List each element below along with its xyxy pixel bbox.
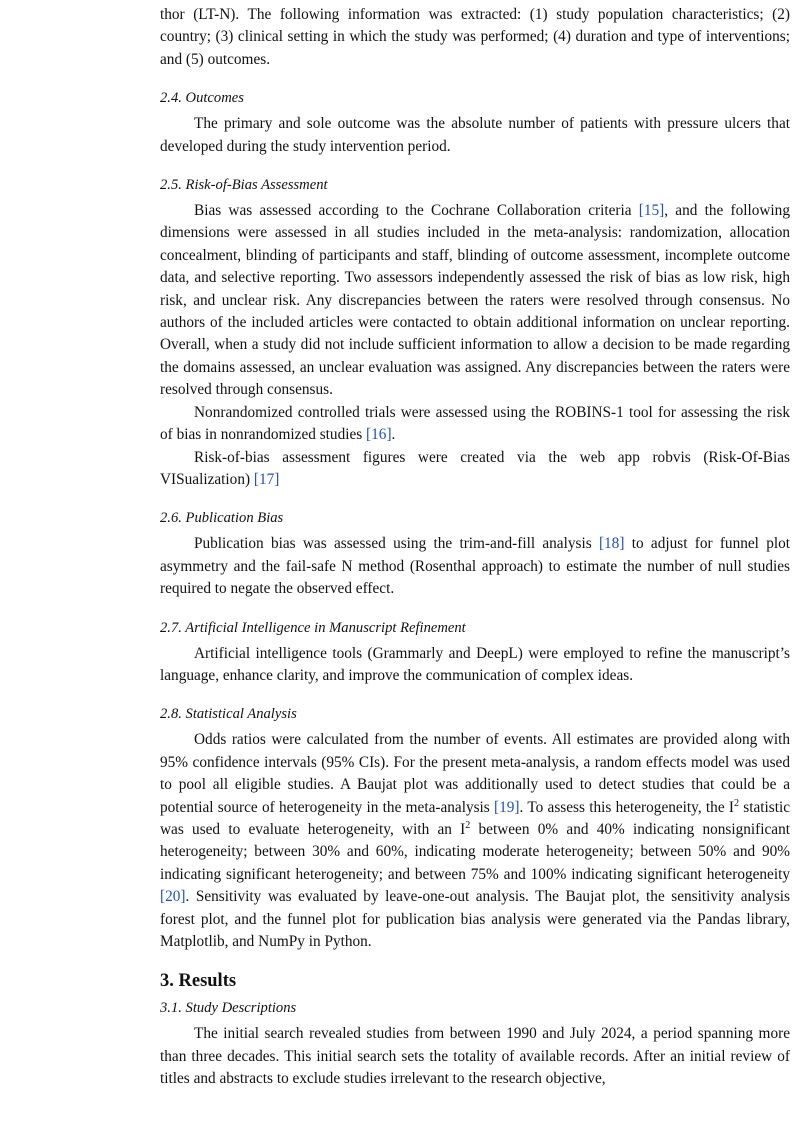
- text-run: , and the following dimensions were assessed in all studies included in the meta-analysis: randomization, allocation concealment, blinding of participants and staff, blinding of outcome assessment, incomplete outcome data, and selective reporting. Two assessors independently assessed the risk of bias as low risk, high risk, and unclear risk. Any discrepancies between the raters were resolved through consensus. No authors of the included articles were contacted to obtain additional information on unclear reporting. Overall, when a study did not include sufficient information to allow a decision to be made regarding the domains assessed, an unclear evaluation was assigned. Any discrepancies between the raters were resolved through consensus.: [160, 202, 790, 399]
- ai-refinement-paragraph: Artificial intelligence tools (Grammarly and DeepL) were employed to refine the manuscript’s language, enhance clarity, and improve the communication of complex ideas.: [160, 644, 790, 684]
- citation-link[interactable]: [19]: [494, 798, 520, 816]
- section-heading-risk-of-bias: 2.5. Risk-of-Bias Assessment: [160, 177, 328, 194]
- outcomes-paragraph: The primary and sole outcome was the absolute number of patients with pressure ulcers that developed during the study intervention period.: [160, 115, 790, 155]
- superscript: 2: [733, 797, 739, 809]
- section-heading-ai-refinement: 2.7. Artificial Intelligence in Manuscript Refinement: [160, 619, 466, 636]
- citation-link[interactable]: [18]: [598, 535, 625, 553]
- text-run: . Sensitivity was evaluated by leave-one-out analysis. The Baujat plot, the sensitivity analysis forest plot, and the funnel plot for publication bias analysis were generated via the Pandas library, Matplotlib, and NumPy in Python.: [160, 888, 790, 950]
- citation-link[interactable]: [16]: [366, 426, 392, 444]
- superscript: 2: [465, 819, 471, 831]
- section-heading-results: 3. Results: [160, 971, 237, 992]
- risk-of-bias-paragraph-3: [160, 447, 790, 492]
- text-run: Bias was assessed according to the Cochrane Collaboration criteria: [194, 202, 639, 220]
- text-run: Odds ratios were calculated from the number of events. All estimates are provided along with 95% confidence intervals (95% CIs). For the present meta-analysis, a random effects model was used to pool all eligible studies. A Baujat plot was additionally used to detect studies that could be a potential source of heterogeneity in the meta-analysis: [160, 731, 790, 816]
- publication-bias-paragraph: [160, 533, 790, 600]
- text-run: . To assess this heterogeneity, the I: [519, 798, 734, 816]
- text-run: to adjust for funnel plot asymmetry and the fail-safe N method (Rosenthal approach) to estimate the number of null studies required to negate the observed effect.: [160, 535, 790, 598]
- manuscript-page: [160, 4, 790, 1091]
- section-heading-study-descriptions: 3.1. Study Descriptions: [160, 1000, 297, 1017]
- section-heading-publication-bias: 2.6. Publication Bias: [160, 510, 284, 527]
- text-run: Risk-of-bias assessment figures were created via the web app robvis (Risk-Of-Bias VISualization): [160, 448, 790, 488]
- risk-of-bias-paragraph-1: [160, 200, 790, 402]
- text-run: Nonrandomized controlled trials were assessed using the ROBINS-1 tool for assessing the risk of bias in nonrandomized studies: [160, 403, 790, 444]
- section-heading-statistical-analysis: 2.8. Statistical Analysis: [160, 706, 297, 723]
- text-run: Publication bias was assessed using the trim-and-fill analysis: [194, 535, 599, 553]
- text-run: between 0% and 40% indicating nonsignificant heterogeneity; between 30% and 60%, indicating moderate heterogeneity; between 50% and 90% indicating significant heterogeneity; and between 75% and 100% indicating significant heterogeneity: [160, 820, 790, 883]
- study-descriptions-paragraph: The initial search revealed studies from between 1990 and July 2024, a period spanning more than three decades. This initial search sets the totality of available records. After an initial review of titles and abstracts to exclude studies irrelevant to the research objective,: [160, 1025, 790, 1088]
- section-heading-outcomes: 2.4. Outcomes: [160, 90, 244, 107]
- intro-paragraph: thor (LT-N). The following information was extracted: (1) study population characteristics; (2) country; (3) clinical setting in which the study was performed; (4) duration and type of interventions; and (5) outcomes.: [160, 6, 790, 68]
- statistical-analysis-paragraph: [160, 729, 790, 953]
- text-run: .: [391, 426, 396, 444]
- citation-link[interactable]: [17]: [253, 470, 280, 488]
- risk-of-bias-paragraph-2: [160, 402, 790, 447]
- text-run: statistic was used to evaluate heterogeneity, with an I: [160, 798, 790, 838]
- citation-link[interactable]: [20]: [160, 888, 186, 906]
- citation-link[interactable]: [15]: [638, 202, 665, 220]
